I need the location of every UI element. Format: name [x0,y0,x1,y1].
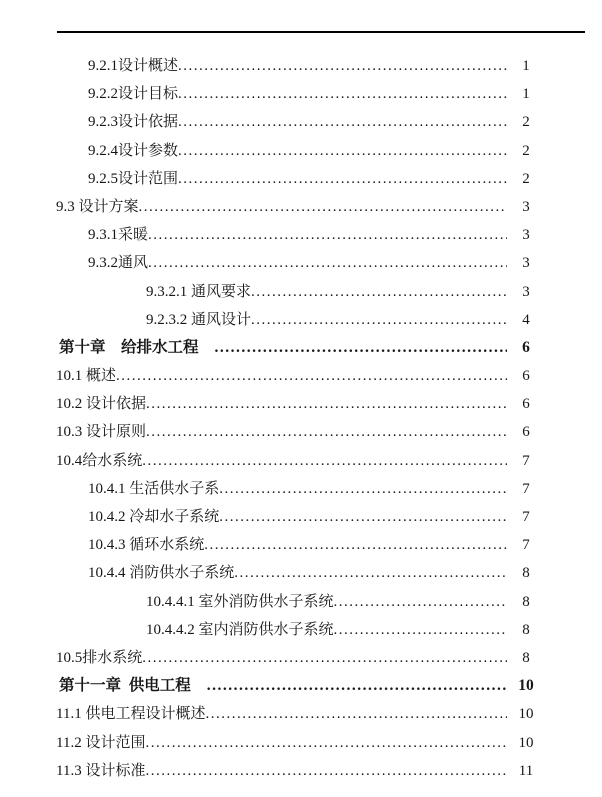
toc-entry-title: 10.3 设计原则 [56,424,147,441]
toc-entry-title: 第十一章 供电工程 [59,677,191,695]
toc-entry[interactable] [0,80,602,108]
toc-entry[interactable] [0,475,602,503]
toc-entry[interactable] [0,729,602,757]
toc-entry-title: 11.3 设计标准 [56,762,146,779]
toc-entry[interactable] [0,700,602,728]
toc-entry-page: 6 [522,424,530,441]
dot-leader [178,108,507,136]
toc-entry-page: 3 [522,198,530,215]
toc-entry-title: 10.2 设计依据 [56,396,147,413]
toc-entry[interactable] [0,644,602,672]
toc-entry-page: 7 [522,452,530,469]
toc-entry-title: 10.4.1 生活供水子系 [88,480,220,497]
dot-leader [234,559,507,587]
toc-entry[interactable] [0,193,602,221]
toc-entry-page: 8 [522,593,530,610]
toc-entry-title: 第十章 给排水工程 [59,338,199,356]
toc-entry[interactable] [0,52,602,80]
toc-entry[interactable] [0,221,602,249]
dot-leader [139,193,507,221]
dot-leader [207,672,507,700]
toc-list [0,52,602,785]
toc-entry-page: 7 [522,537,530,554]
toc-entry-title: 10.4.4.2 室内消防供水子系统 [146,621,334,638]
toc-entry-page: 2 [522,170,530,187]
toc-entry-page: 1 [522,86,530,103]
toc-entry-page: 7 [522,480,530,497]
dot-leader [142,644,507,672]
toc-entry[interactable] [0,503,602,531]
toc-entry-page: 3 [522,227,530,244]
toc-entry-title: 9.3.1采暖 [88,227,149,244]
header-rule [57,31,585,33]
toc-entry-title: 10.4.4 消防供水子系统 [88,565,235,582]
toc-entry[interactable] [0,306,602,334]
toc-entry-page: 11 [518,762,534,779]
dot-leader [142,447,507,475]
dot-leader [215,334,507,362]
toc-entry[interactable] [0,278,602,306]
dot-leader [204,531,507,559]
toc-entry[interactable] [0,418,602,446]
dot-leader [178,80,507,108]
toc-entry-page: 4 [522,311,530,328]
toc-entry[interactable] [0,334,602,362]
toc-entry-title: 10.4给水系统 [56,452,143,469]
toc-entry-page: 7 [522,509,530,525]
toc-entry-page: 8 [522,649,530,666]
dot-leader [148,249,507,277]
toc-entry-title: 11.1 供电工程设计概述 [56,706,206,723]
toc-entry[interactable] [0,447,602,475]
toc-entry-page: 3 [522,283,530,300]
toc-entry[interactable] [0,672,602,700]
toc-entry-title: 10.5排水系统 [56,649,143,666]
dot-leader [219,475,507,503]
toc-entry[interactable] [0,616,602,644]
toc-entry-title: 10.4.4.1 室外消防供水子系统 [146,593,334,610]
dot-leader [145,757,507,785]
toc-entry-title: 9.2.1设计概述 [88,58,179,74]
toc-entry[interactable] [0,165,602,193]
toc-entry[interactable] [0,757,602,785]
dot-leader [219,503,507,531]
dot-leader [116,362,507,390]
toc-entry-page: 6 [522,396,530,413]
dot-leader [178,52,507,80]
toc-entry-title: 9.2.3.2 通风设计 [146,311,252,328]
toc-entry-page: 10 [518,677,534,695]
toc-entry-page: 1 [522,58,530,74]
toc-entry[interactable] [0,588,602,616]
toc-entry-title: 10.1 概述 [56,368,117,385]
toc-entry-title: 9.3.2通风 [88,255,149,272]
toc-entry-title: 9.2.5设计范围 [88,170,179,187]
toc-entry[interactable] [0,362,602,390]
toc-entry-page: 8 [522,565,530,582]
toc-entry-page: 3 [522,255,530,272]
toc-entry-title: 9.2.4设计参数 [88,142,179,159]
toc-entry-title: 11.2 设计范围 [56,734,146,751]
toc-entry[interactable] [0,531,602,559]
dot-leader [146,418,507,446]
dot-leader [205,700,507,728]
toc-entry[interactable] [0,108,602,136]
toc-entry[interactable] [0,249,602,277]
dot-leader [251,278,507,306]
toc-entry-title: 10.4.3 循环水系统 [88,537,205,554]
dot-leader [148,221,507,249]
dot-leader [251,306,507,334]
toc-entry-page: 6 [522,368,530,385]
toc-entry-page: 6 [522,338,530,356]
dot-leader [145,729,507,757]
dot-leader [178,165,507,193]
toc-entry-title: 9.2.2设计目标 [88,86,179,103]
toc-entry[interactable] [0,559,602,587]
dot-leader [178,137,507,165]
toc-entry[interactable] [0,137,602,165]
toc-entry-page: 8 [522,621,530,638]
toc-entry[interactable] [0,390,602,418]
toc-entry-page: 10 [518,706,534,723]
dot-leader [146,390,507,418]
toc-entry-title: 9.3 设计方案 [56,198,139,215]
toc-entry-title: 9.2.3设计依据 [88,114,179,131]
dot-leader [334,616,507,644]
toc-entry-page: 2 [522,142,530,159]
toc-entry-title: 10.4.2 冷却水子系统 [88,509,220,525]
toc-entry-title: 9.3.2.1 通风要求 [146,283,252,300]
toc-entry-page: 2 [522,114,530,131]
dot-leader [334,588,507,616]
toc-entry-page: 10 [518,734,534,751]
